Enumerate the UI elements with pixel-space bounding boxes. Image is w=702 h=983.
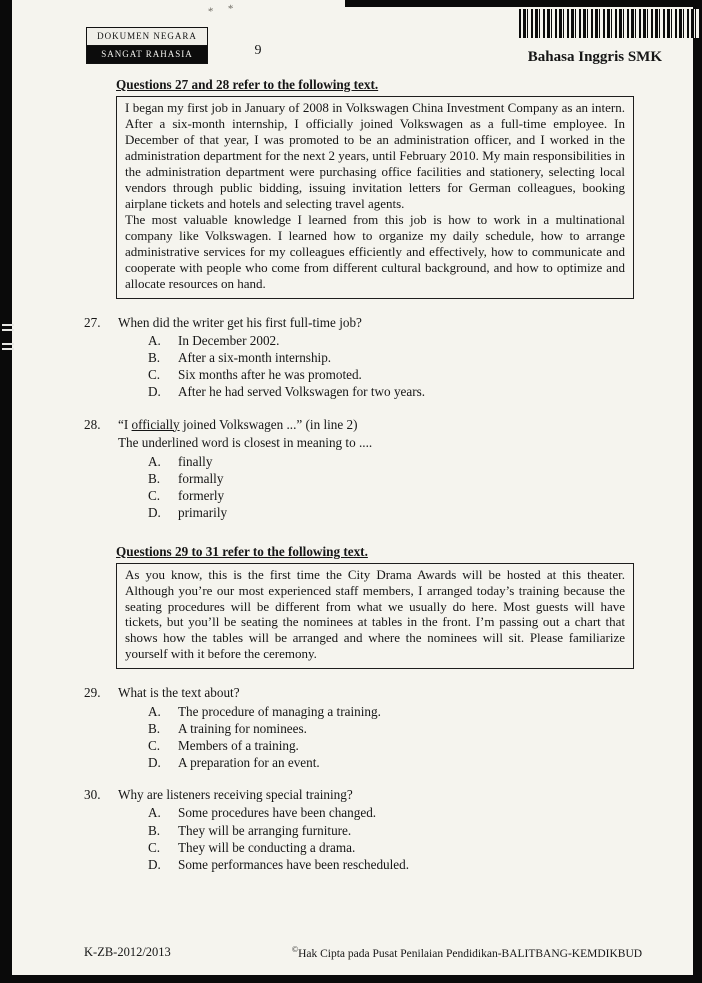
question-number: 30. [84,787,101,803]
option-letter: D. [148,505,161,521]
option-d [118,383,642,400]
classification-stamp [86,27,208,64]
question-27 [84,314,642,401]
option-text: In December 2002. [178,332,280,348]
barcode [519,9,699,38]
option-text: Members of a training. [178,737,299,753]
question-text: The underlined word is closest in meaning to .... [118,434,373,450]
passage-paragraph: As you know, this is the first time the City Drama Awards will be hosted at this theater. Although you’re our most experienced staff members, I arranged today’s training because the seating procedures will be different from what we usually do here. Most guests will have tickets, but you’ll be seating the nominees at tables in the front. I’m passing out a chart that shows how the tables will be arranged and where the nominees will sit. Please familiarize yourself with it before the ceremony. [125,566,625,662]
question-text: When did the writer get his first full-time job? [118,314,362,330]
copyright-text: Hak Cipta pada Pusat Penilaian Pendidikan-BALITBANG-KEMDIKBUD [298,948,643,960]
option-letter: B. [148,350,161,366]
option-text: They will be conducting a drama. [178,839,356,855]
option-text: Some procedures have been changed. [178,805,377,821]
question-number: 27. [84,314,101,330]
option-letter: A. [148,703,161,719]
option-letter: C. [148,839,161,855]
option-a [118,453,642,470]
question-body [118,684,642,771]
question-number: 28. [84,416,101,432]
option-letter: D. [148,856,161,872]
copyright-symbol: © [292,945,299,955]
question-quote-line [118,416,642,433]
option-letter: C. [148,488,161,504]
option-letter: D. [148,384,161,400]
option-letter: B. [148,822,161,838]
copyright-notice [292,945,642,960]
reading-passage-2 [116,563,634,670]
section-heading-27-28: Questions 27 and 28 refer to the following text. [116,77,379,92]
question-number: 29. [84,685,101,701]
question-body [118,786,642,873]
option-d [118,856,642,873]
question-body [118,416,642,522]
option-text: They will be arranging furniture. [178,822,352,838]
margin-mark [2,324,14,331]
option-text: formerly [178,488,225,504]
option-letter: D. [148,755,161,771]
margin-mark [2,343,14,350]
option-text: The procedure of managing a training. [178,703,381,719]
option-letter: A. [148,453,161,469]
option-d [118,754,642,771]
option-letter: B. [148,471,161,487]
scan-edge-bottom [0,975,702,983]
pencil-smudge: * * [207,1,241,19]
subject-title: Bahasa Inggris SMK [527,49,662,65]
page-number: 9 [254,43,262,58]
option-letter: B. [148,720,161,736]
option-text: A preparation for an event. [178,755,320,771]
option-letter: C. [148,367,161,383]
option-letter: A. [148,332,161,348]
section-heading-29-31: Questions 29 to 31 refer to the following text. [116,543,368,559]
quote-pre: “I [118,416,132,432]
question-text: What is the text about? [118,685,240,701]
option-b [118,349,642,366]
reading-passage-1 [116,96,634,299]
option-c [118,839,642,856]
option-b [118,720,642,737]
option-a [118,332,642,349]
exam-code: K-ZB-2012/2013 [84,945,171,959]
passage-paragraph: The most valuable knowledge I learned from this job is how to work in a multinational company like Volkswagen. I learned how to organize my daily schedule, how to arrange administrative services for my colleagues efficiently and effectively, how to communicate and cooperate with people who come from different cultural background, and how to optimize and allocate resources on hand. [125,211,625,291]
question-28 [84,416,642,522]
option-text: formally [178,471,224,487]
scan-edge-top [345,0,702,7]
stamp-dokumen-negara: DOKUMEN NEGARA [87,28,207,46]
stamp-sangat-rahasia: SANGAT RAHASIA [87,46,207,63]
scan-edge-left [0,0,12,983]
option-text: Six months after he was promoted. [178,367,362,383]
question-29 [84,684,642,771]
option-text: primarily [178,505,228,521]
option-a [118,804,642,821]
option-text: After a six-month internship. [178,350,332,366]
question-text: Why are listeners receiving special training? [118,787,353,803]
passage-paragraph: I began my first job in January of 2008 in Volkswagen China Investment Company as an intern. After a six-month internship, I officially joined Volkswagen as a full-time employee. In December of that year, I was promoted to be an administration officer, and I worked in the administration department for the next 2 years, until February 2010. My main responsibilities in the administration department were purchasing office facilities and stationery, selecting local vendors through public bidding, issuing invitation letters for German colleagues, booking airplane tickets and hotels and selecting travel agents. [125,100,625,211]
option-b [118,470,642,487]
question-30 [84,786,642,873]
scan-edge-right [693,0,702,983]
option-letter: C. [148,737,161,753]
page-content [84,77,642,873]
option-letter: A. [148,805,161,821]
option-c [118,737,642,754]
option-d [118,504,642,521]
option-a [118,703,642,720]
question-body [118,314,642,401]
option-b [118,822,642,839]
option-c [118,366,642,383]
quote-post: joined Volkswagen ...” (in line 2) [179,416,358,432]
option-c [118,487,642,504]
option-text: After he had served Volkswagen for two years. [178,384,426,400]
option-text: Some performances have been rescheduled. [178,856,410,872]
option-text: A training for nominees. [178,720,307,736]
option-text: finally [178,453,213,469]
underlined-word: officially [131,416,180,432]
